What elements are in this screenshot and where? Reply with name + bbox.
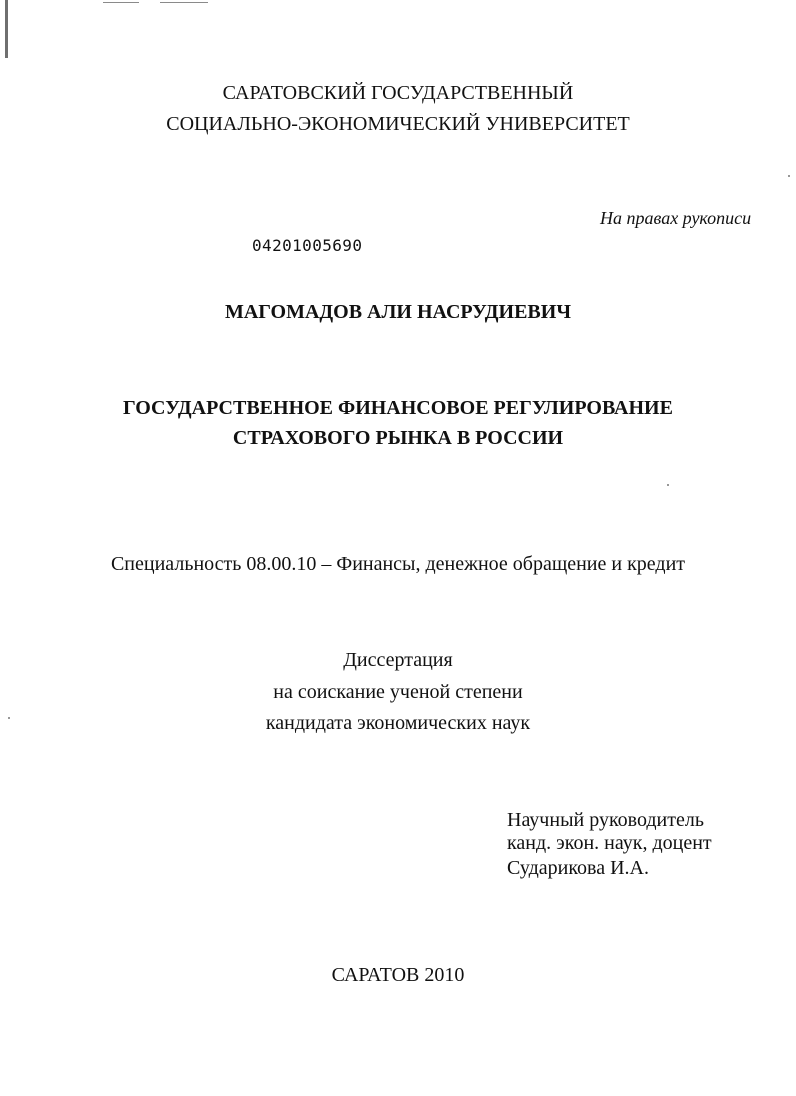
scan-dot-right-middle: [667, 484, 669, 486]
scan-mark-top-left: [103, 2, 139, 3]
manuscript-note: На правах рукописи: [600, 208, 752, 228]
degree-line-1: Диссертация: [343, 649, 453, 671]
supervisor-role: Научный руководитель: [507, 809, 704, 831]
supervisor-degree: канд. экон. наук, доцент: [507, 832, 712, 854]
degree-line-3: кандидата экономических наук: [265, 712, 531, 734]
author-name: МАГОМАДОВ АЛИ НАСРУДИЕВИЧ: [224, 301, 572, 323]
scan-mark-top-center: [160, 2, 208, 3]
scan-left-edge: [5, 0, 8, 58]
specialty-line: Специальность 08.00.10 – Финансы, денежное обращение и кредит: [110, 553, 686, 575]
city-year-footer: САРАТОВ 2010: [331, 964, 465, 986]
catalog-number: 04201005690: [252, 236, 363, 255]
degree-line-2: на соискание ученой степени: [273, 681, 523, 703]
dissertation-title-line-1: ГОСУДАРСТВЕННОЕ ФИНАНСОВОЕ РЕГУЛИРОВАНИЕ: [123, 397, 673, 419]
institution-line-2: СОЦИАЛЬНО-ЭКОНОМИЧЕСКИЙ УНИВЕРСИТЕТ: [166, 113, 630, 135]
institution-line-1: САРАТОВСКИЙ ГОСУДАРСТВЕННЫЙ: [222, 82, 574, 104]
scan-dot-right-upper: [788, 175, 790, 177]
dissertation-title-line-2: СТРАХОВОГО РЫНКА В РОССИИ: [232, 427, 564, 449]
supervisor-name: Сударикова И.А.: [507, 857, 649, 879]
